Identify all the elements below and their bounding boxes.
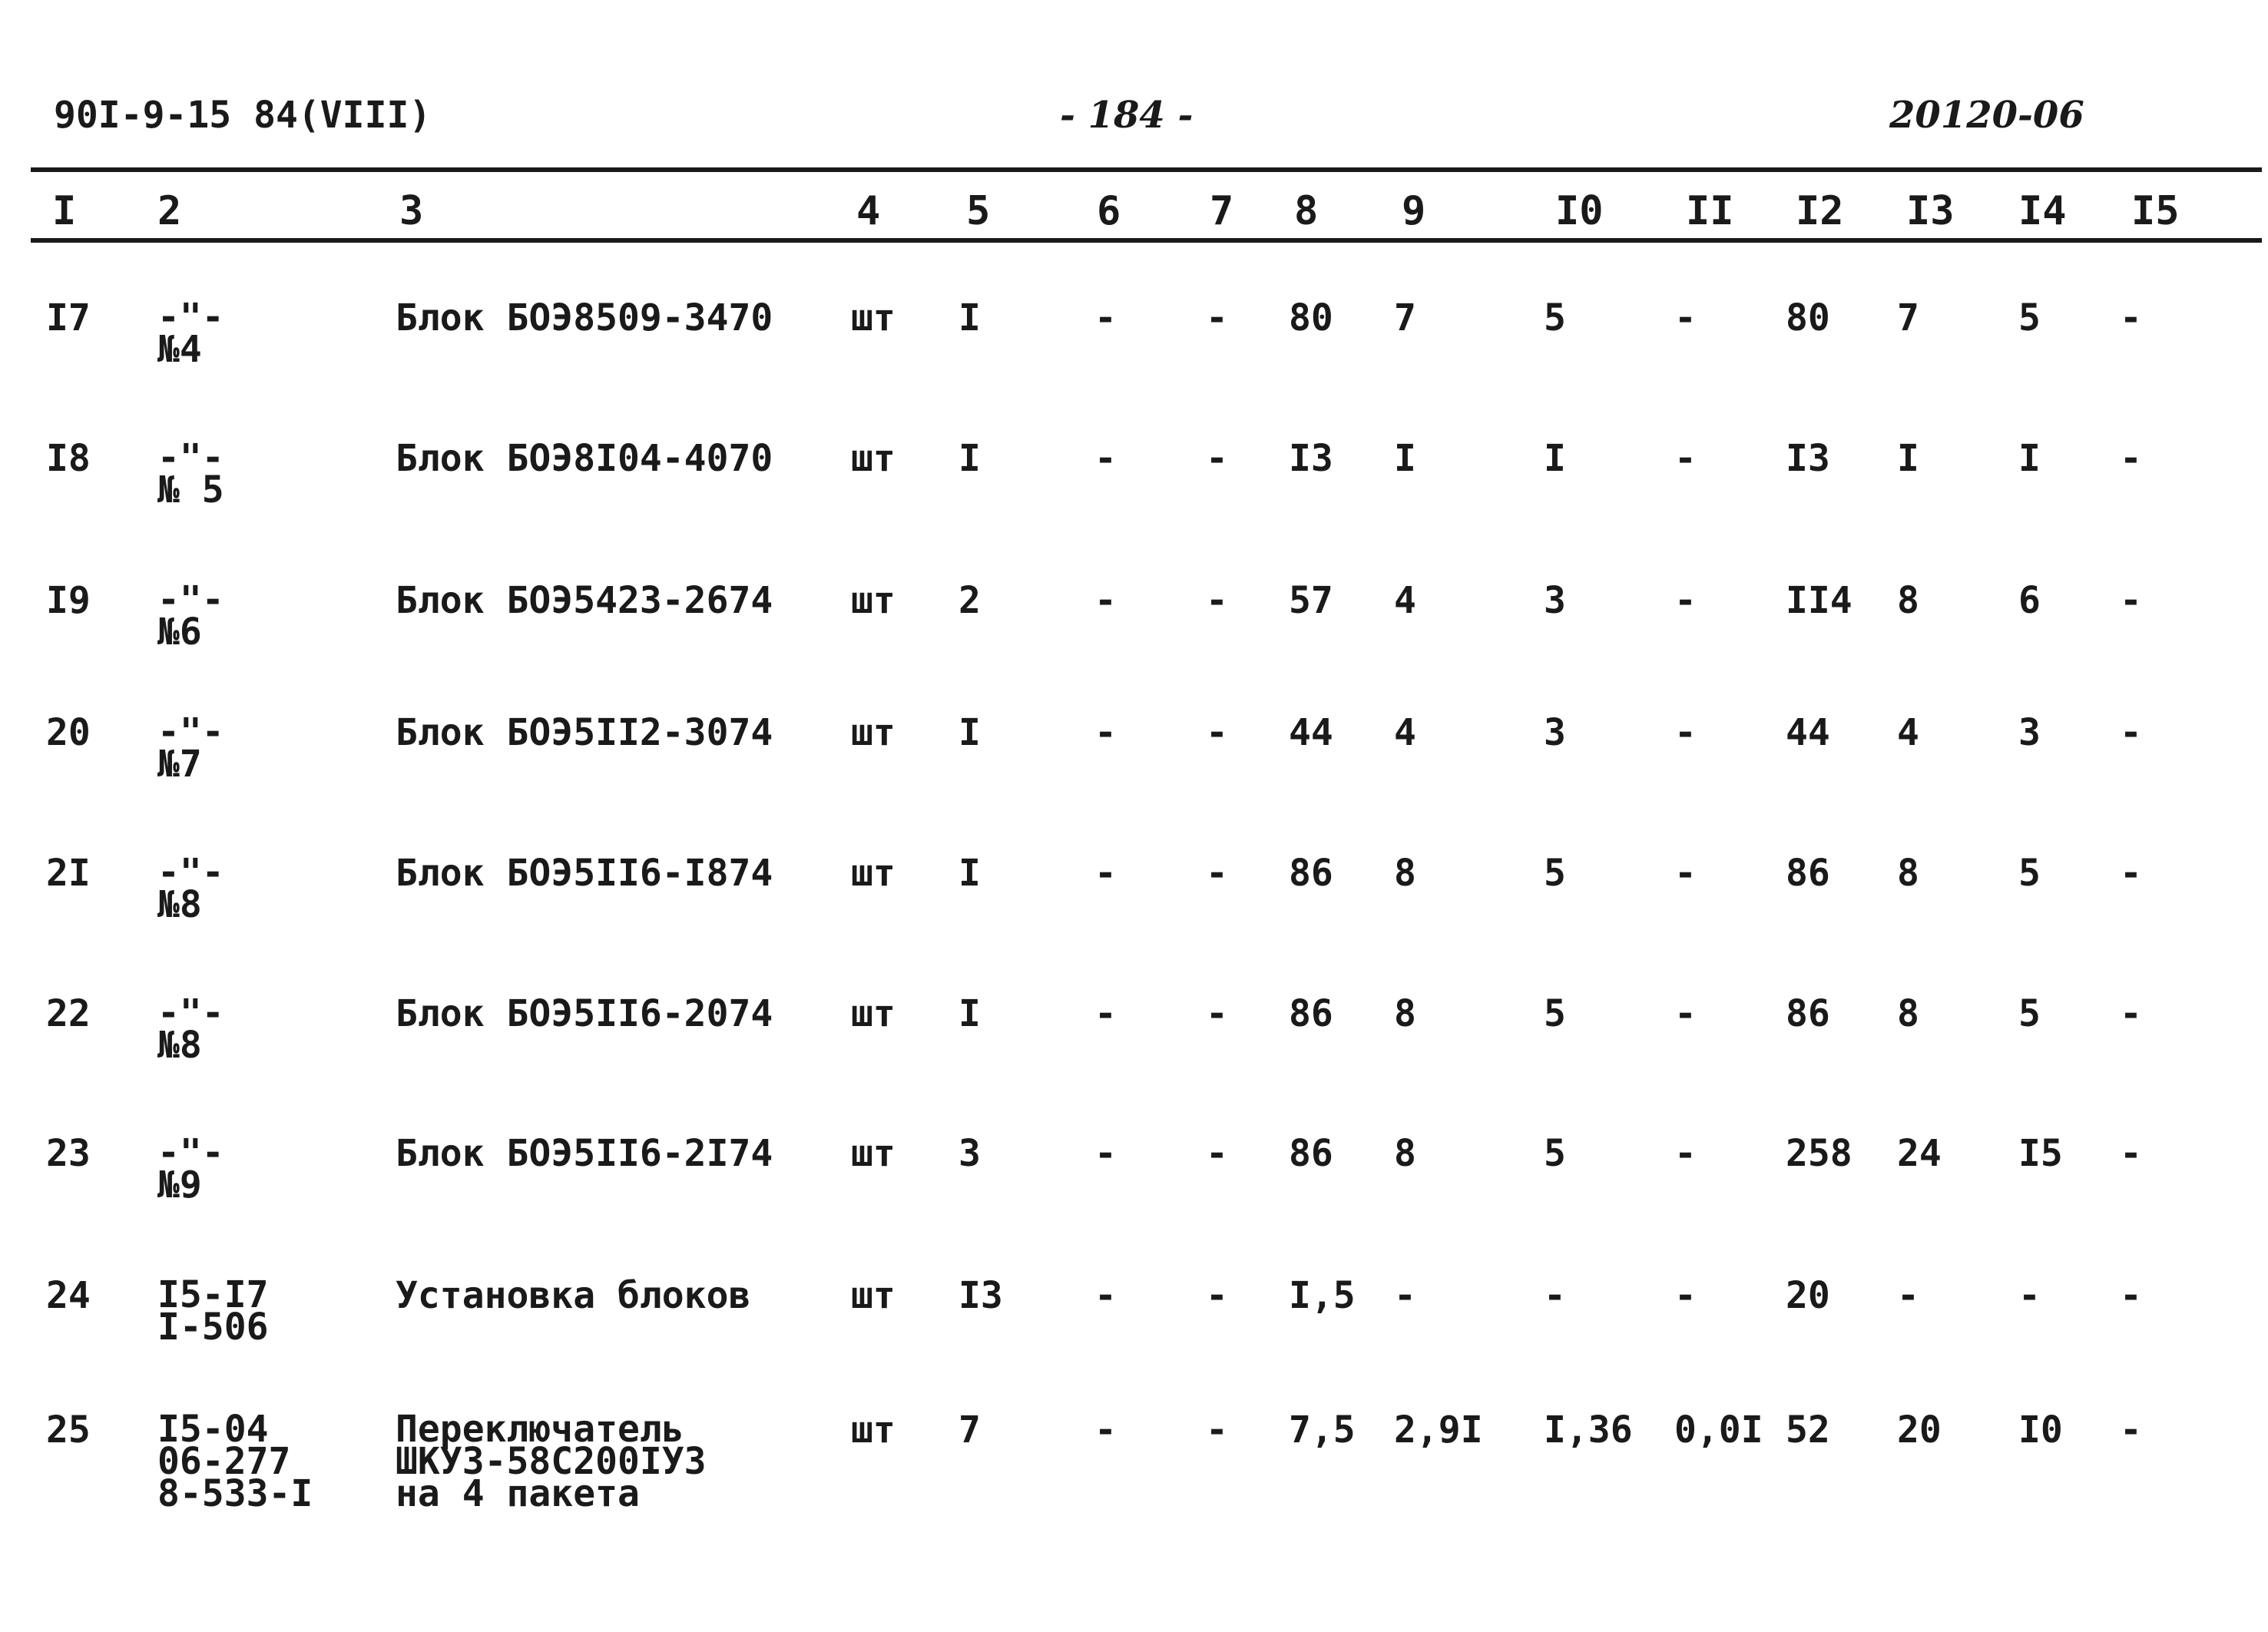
cell-unit: шт — [851, 992, 896, 1035]
cell-col-13: 4 — [1897, 711, 1919, 754]
cell-reference-line: -"- — [157, 296, 224, 339]
cell-reference — [157, 1408, 313, 1515]
cell-row-number: 2I — [46, 852, 91, 895]
column-number: I — [52, 188, 77, 234]
cell-quantity: I3 — [959, 1274, 1003, 1317]
column-number: I0 — [1555, 188, 1604, 234]
cell-col-10: I — [1544, 437, 1566, 480]
cell-unit: шт — [851, 296, 896, 339]
cell-col-15: - — [2120, 1274, 2142, 1317]
cell-reference-line: №9 — [157, 1164, 202, 1207]
cell-col-15: - — [2120, 1132, 2142, 1175]
cell-row-number: 24 — [46, 1274, 91, 1317]
cell-col-12: I3 — [1786, 437, 1830, 480]
cell-col-12: 80 — [1786, 296, 1830, 339]
cell-item-name: Блок БОЭ8509-3470 — [396, 296, 773, 339]
cell-col-13: I — [1897, 437, 1919, 480]
cell-quantity: I — [959, 992, 981, 1035]
cell-col-13: 24 — [1897, 1132, 1942, 1175]
cell-row-number: 23 — [46, 1132, 91, 1175]
cell-col-13: 8 — [1897, 852, 1919, 895]
cell-reference — [157, 296, 224, 371]
cell-col-8: 86 — [1289, 1132, 1333, 1175]
cell-col-6: - — [1094, 711, 1117, 754]
cell-unit: шт — [851, 1409, 896, 1452]
column-number: I2 — [1796, 188, 1844, 234]
cell-item-name: Установка блоков — [396, 1274, 751, 1317]
cell-reference — [157, 991, 224, 1067]
cell-col-10: 5 — [1544, 992, 1566, 1035]
cell-row-number: 22 — [46, 992, 91, 1035]
cell-col-7: - — [1206, 1409, 1228, 1452]
table-row — [0, 1131, 2268, 1275]
cell-col-8: 86 — [1289, 992, 1333, 1035]
column-number: I5 — [2131, 188, 2180, 234]
cell-col-10: - — [1544, 1274, 1566, 1317]
cell-reference — [157, 578, 224, 654]
cell-col-12: 52 — [1786, 1409, 1830, 1452]
cell-col-15: - — [2120, 296, 2142, 339]
cell-col-10: I,36 — [1544, 1409, 1633, 1452]
cell-col-15: - — [2120, 579, 2142, 622]
cell-col-7: - — [1206, 852, 1228, 895]
cell-quantity: 3 — [959, 1132, 981, 1175]
column-number: 2 — [157, 188, 182, 234]
cell-reference-line: 8-533-I — [157, 1472, 313, 1515]
cell-col-7: - — [1206, 296, 1228, 339]
cell-quantity: I — [959, 852, 981, 895]
cell-col-6: - — [1094, 437, 1117, 480]
table-top-rule — [31, 167, 2262, 172]
document-code: 90I-9-15 84(VIII) — [54, 94, 432, 137]
cell-col-8: I3 — [1289, 437, 1333, 480]
cell-reference-line: -"- — [157, 991, 224, 1034]
cell-col-8: 86 — [1289, 852, 1333, 895]
cell-col-7: - — [1206, 579, 1228, 622]
cell-col-11: - — [1674, 1274, 1697, 1317]
table-row — [0, 710, 2268, 854]
cell-unit: шт — [851, 437, 896, 480]
cell-col-9: 8 — [1394, 1132, 1416, 1175]
table-row — [0, 436, 2268, 580]
cell-col-15: - — [2120, 1409, 2142, 1452]
cell-col-6: - — [1094, 852, 1117, 895]
cell-col-6: - — [1094, 1409, 1117, 1452]
cell-unit: шт — [851, 711, 896, 754]
cell-col-13: 20 — [1897, 1409, 1942, 1452]
cell-col-13: 7 — [1897, 296, 1919, 339]
cell-col-6: - — [1094, 296, 1117, 339]
cell-unit: шт — [851, 1132, 896, 1175]
cell-reference-line: №4 — [157, 328, 202, 371]
cell-col-14: 6 — [2018, 579, 2041, 622]
cell-col-6: - — [1094, 992, 1117, 1035]
table-header-rule — [31, 238, 2262, 243]
column-number: I4 — [2018, 188, 2067, 234]
cell-reference-line: №8 — [157, 1024, 202, 1067]
cell-col-14: I — [2018, 437, 2041, 480]
cell-reference-line: -"- — [157, 710, 224, 753]
cell-col-14: 5 — [2018, 296, 2041, 339]
table-row — [0, 296, 2268, 439]
table-row — [0, 851, 2268, 995]
cell-col-9: I — [1394, 437, 1416, 480]
column-number: 6 — [1097, 188, 1121, 234]
cell-item-name: Блок БОЭ5II6-I874 — [396, 852, 773, 895]
cell-quantity: I — [959, 437, 981, 480]
cell-col-12: 86 — [1786, 852, 1830, 895]
cell-col-11: - — [1674, 852, 1697, 895]
cell-col-15: - — [2120, 437, 2142, 480]
cell-col-15: - — [2120, 852, 2142, 895]
cell-reference-line: -"- — [157, 436, 224, 479]
cell-col-9: 4 — [1394, 579, 1416, 622]
cell-col-7: - — [1206, 711, 1228, 754]
cell-reference-line: -"- — [157, 851, 224, 894]
cell-col-12: 20 — [1786, 1274, 1830, 1317]
cell-item-name-line: на 4 пакета — [396, 1472, 640, 1515]
cell-row-number: I9 — [46, 579, 91, 622]
cell-reference-line: -"- — [157, 1131, 224, 1174]
cell-col-14: 5 — [2018, 852, 2041, 895]
cell-quantity: I — [959, 711, 981, 754]
cell-col-8: 7,5 — [1289, 1409, 1356, 1452]
cell-col-14: I0 — [2018, 1409, 2063, 1452]
cell-col-10: 5 — [1544, 852, 1566, 895]
cell-col-9: 8 — [1394, 852, 1416, 895]
cell-col-9: 8 — [1394, 992, 1416, 1035]
cell-col-11: - — [1674, 992, 1697, 1035]
cell-col-10: 5 — [1544, 1132, 1566, 1175]
cell-col-13: - — [1897, 1274, 1919, 1317]
cell-col-15: - — [2120, 992, 2142, 1035]
column-number: 7 — [1210, 188, 1234, 234]
cell-reference-line: -"- — [157, 578, 224, 621]
cell-reference-line: I-506 — [157, 1306, 269, 1349]
cell-col-11: - — [1674, 437, 1697, 480]
cell-col-14: 5 — [2018, 992, 2041, 1035]
cell-item-name-line: ШКУЗ-58С200IУЗ — [396, 1440, 707, 1483]
cell-col-15: - — [2120, 711, 2142, 754]
cell-col-12: 44 — [1786, 711, 1830, 754]
cell-col-14: I5 — [2018, 1132, 2063, 1175]
table-row — [0, 1408, 2268, 1551]
cell-col-14: - — [2018, 1274, 2041, 1317]
cell-col-6: - — [1094, 1274, 1117, 1317]
cell-reference — [157, 710, 224, 786]
cell-reference-line: №7 — [157, 743, 202, 786]
cell-col-6: - — [1094, 579, 1117, 622]
cell-reference-line: № 5 — [157, 468, 224, 511]
column-number: II — [1686, 188, 1734, 234]
cell-col-13: 8 — [1897, 579, 1919, 622]
cell-col-11: - — [1674, 296, 1697, 339]
table-row — [0, 1273, 2268, 1417]
cell-item-name — [396, 1408, 707, 1515]
cell-col-13: 8 — [1897, 992, 1919, 1035]
cell-reference — [157, 436, 224, 511]
cell-col-9: 4 — [1394, 711, 1416, 754]
cell-col-7: - — [1206, 1132, 1228, 1175]
cell-col-8: 57 — [1289, 579, 1333, 622]
cell-quantity: 7 — [959, 1409, 981, 1452]
cell-col-11: - — [1674, 711, 1697, 754]
cell-col-9: 7 — [1394, 296, 1416, 339]
cell-item-name-line: Переключатель — [396, 1408, 684, 1451]
cell-col-8: 80 — [1289, 296, 1333, 339]
cell-col-14: 3 — [2018, 711, 2041, 754]
cell-col-7: - — [1206, 992, 1228, 1035]
cell-col-10: 5 — [1544, 296, 1566, 339]
cell-col-10: 3 — [1544, 711, 1566, 754]
column-number: 8 — [1294, 188, 1319, 234]
cell-col-6: - — [1094, 1132, 1117, 1175]
cell-item-name: Блок БОЭ5II2-3074 — [396, 711, 773, 754]
column-number: 5 — [966, 188, 991, 234]
cell-unit: шт — [851, 852, 896, 895]
cell-reference — [157, 1131, 224, 1207]
cell-reference — [157, 851, 224, 926]
cell-reference — [157, 1273, 269, 1349]
cell-unit: шт — [851, 1274, 896, 1317]
cell-col-8: I,5 — [1289, 1274, 1356, 1317]
cell-reference-line: I5-I7 — [157, 1273, 269, 1316]
cell-col-12: 86 — [1786, 992, 1830, 1035]
column-number: 4 — [856, 188, 881, 234]
cell-reference-line: 06-277 — [157, 1440, 291, 1483]
column-number: 9 — [1402, 188, 1426, 234]
cell-col-11: 0,0I — [1674, 1409, 1763, 1452]
cell-reference-line: №8 — [157, 883, 202, 926]
cell-item-name: Блок БОЭ5II6-2I74 — [396, 1132, 773, 1175]
table-row — [0, 991, 2268, 1135]
cell-item-name: Блок БОЭ8I04-4070 — [396, 437, 773, 480]
cell-item-name: Блок БОЭ5II6-2074 — [396, 992, 773, 1035]
cell-col-7: - — [1206, 1274, 1228, 1317]
cell-row-number: I7 — [46, 296, 91, 339]
cell-col-12: 258 — [1786, 1132, 1852, 1175]
cell-row-number: 20 — [46, 711, 91, 754]
column-number: I3 — [1906, 188, 1955, 234]
cell-col-10: 3 — [1544, 579, 1566, 622]
cell-col-8: 44 — [1289, 711, 1333, 754]
cell-reference-line: I5-04 — [157, 1408, 269, 1451]
document-reference: 20120-06 — [1889, 94, 2084, 137]
table-row — [0, 578, 2268, 722]
cell-quantity: 2 — [959, 579, 981, 622]
cell-col-12: II4 — [1786, 579, 1852, 622]
cell-row-number: I8 — [46, 437, 91, 480]
cell-item-name: Блок БОЭ5423-2674 — [396, 579, 773, 622]
cell-quantity: I — [959, 296, 981, 339]
cell-col-9: 2,9I — [1394, 1409, 1483, 1452]
page-number: - 184 - — [1060, 94, 1194, 137]
cell-col-7: - — [1206, 437, 1228, 480]
cell-col-11: - — [1674, 579, 1697, 622]
cell-row-number: 25 — [46, 1409, 91, 1452]
cell-reference-line: №6 — [157, 611, 202, 654]
cell-col-9: - — [1394, 1274, 1416, 1317]
cell-unit: шт — [851, 579, 896, 622]
column-number: 3 — [399, 188, 424, 234]
cell-col-11: - — [1674, 1132, 1697, 1175]
